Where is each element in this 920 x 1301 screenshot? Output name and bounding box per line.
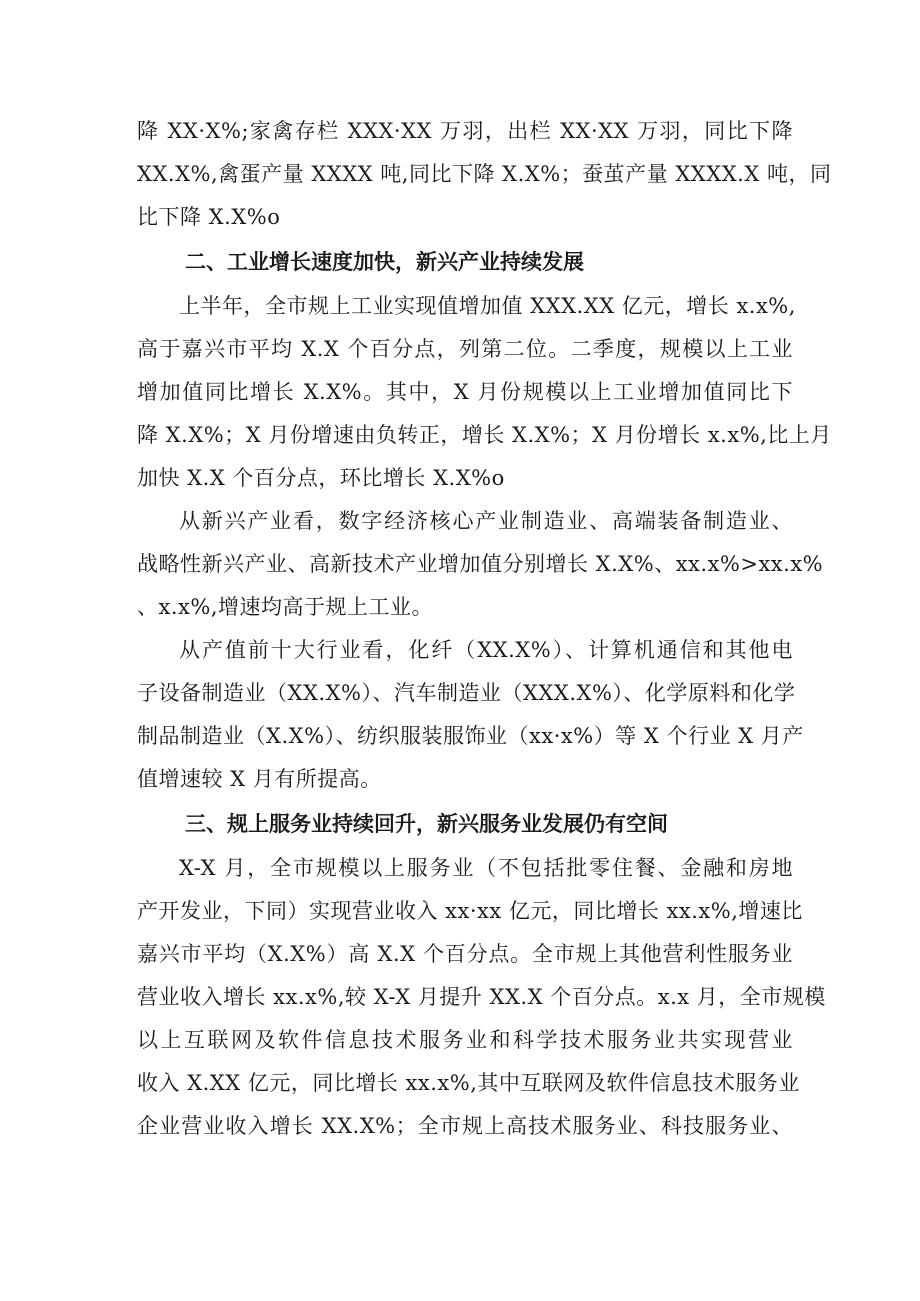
text-line: 战略性新兴产业、高新技术产业增加值分别增长 X.X%、xx.x%>xx.x% [137,552,824,576]
text-line: 子设备制造业（XX.X%）、汽车制造业（XXX.X%）、化学原料和化学 [137,681,796,705]
text-line: 制品制造业（X.X%）、纺织服装服饰业（xx·x%）等 X 个行业 X 月产 [137,724,804,748]
text-line: 营业收入增长 xx.x%,较 X-X 月提升 XX.X 个百分点。x.x 月，全市规模 [137,985,826,1009]
text-line: 企业营业收入增长 XX.X%；全市规上高技术服务业、科技服务业、 [137,1114,793,1138]
paragraph-top-industries [137,629,804,801]
text-line: 上半年，全市规上工业实现值增加值 XXX.XX 亿元，增长 x.x%, [179,294,796,318]
text-line: 增加值同比增长 X.X%。其中，X 月份规模以上工业增加值同比下 [137,380,793,404]
section-heading-services: 三、规上服务业持续回升，新兴服务业发展仍有空间 [185,812,668,836]
paragraph-industry-growth [137,285,832,500]
text-line: 以上互联网及软件信息技术服务业和科学技术服务业共实现营业 [137,1028,793,1052]
text-line: 降 X.X%；X 月份增速由负转正，增长 X.X%；X 月份增长 x.x%,比上月 [137,423,832,447]
text-line: 从新兴产业看，数字经济核心产业制造业、高端装备制造业、 [179,509,793,533]
text-line: 比下降 X.X%o [137,205,281,229]
intro-paragraph [137,110,832,239]
text-line: 嘉兴市平均（X.X%）高 X.X 个百分点。全市规上其他营利性服务业 [137,942,793,966]
text-line: 高于嘉兴市平均 X.X 个百分点，列第二位。二季度，规模以上工业 [137,337,793,361]
text-line: 加快 X.X 个百分点，环比增长 X.X%o [137,466,505,490]
text-line: 产开发业，下同）实现营业收入 xx·xx 亿元，同比增长 xx.x%,增速比 [137,899,803,923]
text-line: 从产值前十大行业看，化纤（XX.X%）、计算机通信和其他电 [179,638,793,662]
text-line: 、x.x%,增速均高于规上工业。 [137,595,433,619]
paragraph-services [137,847,826,1148]
text-line: 值增速较 X 月有所提高。 [137,767,382,791]
text-line: 降 XX·X%;家禽存栏 XXX·XX 万羽，出栏 XX·XX 万羽，同比下降 [137,119,793,143]
text-line: X-X 月，全市规模以上服务业（不包括批零住餐、金融和房地 [179,856,793,880]
text-line: XX.X%,禽蛋产量 XXXX 吨,同比下降 X.X%；蚕茧产量 XXXX.X 吨，同 [137,162,832,186]
section-heading-industry: 二、工业增长速度加快，新兴产业持续发展 [185,250,584,274]
text-line: 收入 X.XX 亿元，同比增长 xx.x%,其中互联网及软件信息技术服务业 [137,1071,800,1095]
paragraph-emerging-industries [137,500,824,629]
document-body [137,110,832,1148]
